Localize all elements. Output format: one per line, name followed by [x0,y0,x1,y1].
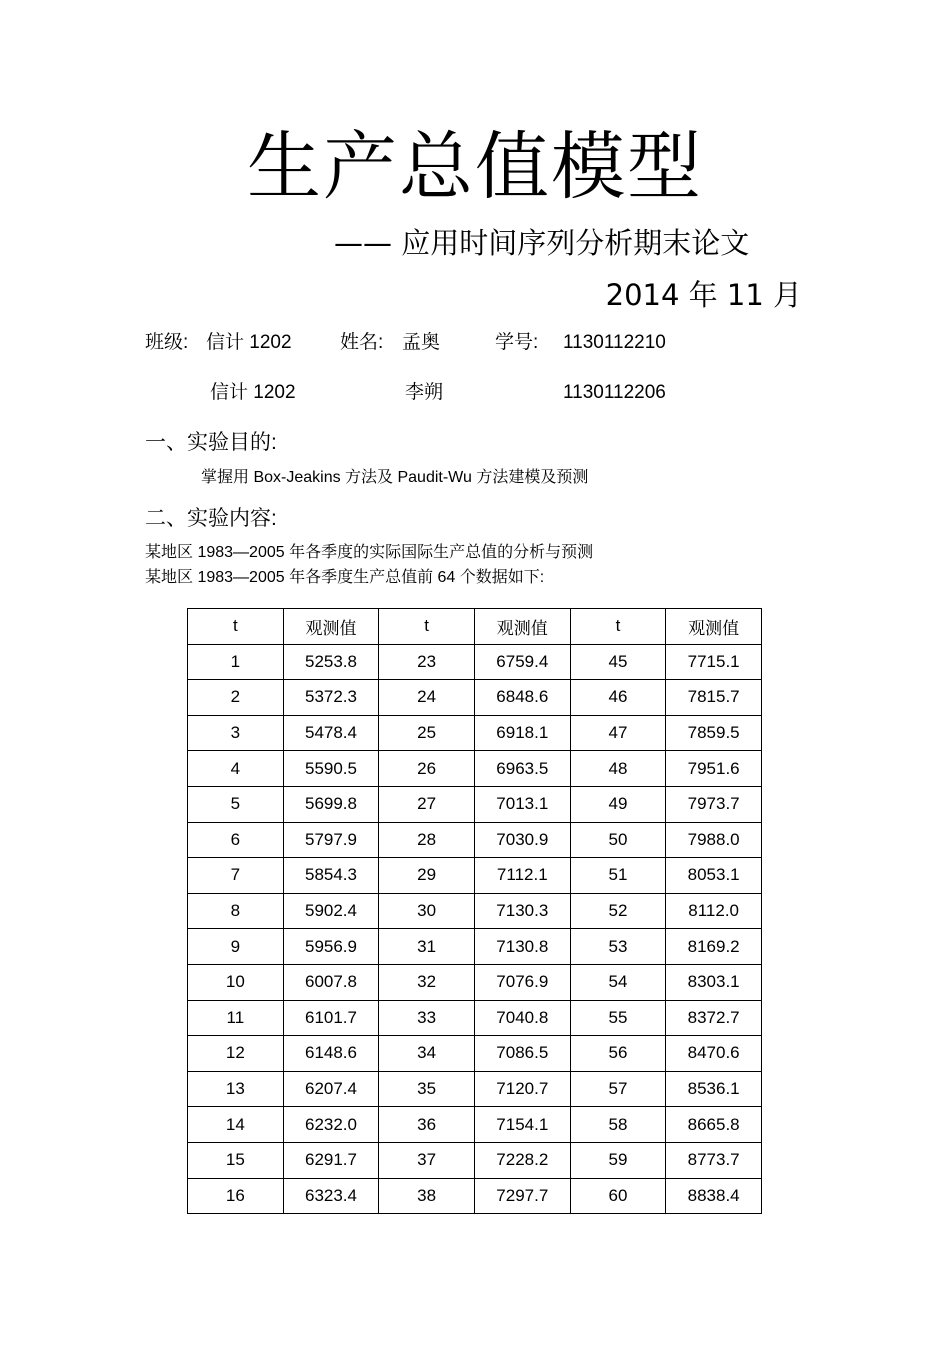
table-header-cell: t [570,609,666,645]
table-cell: 6101.7 [283,1000,379,1036]
table-cell: 7030.9 [474,822,570,858]
table-cell: 7815.7 [666,680,762,716]
table-cell: 5253.8 [283,644,379,680]
table-cell: 5590.5 [283,751,379,787]
table-cell: 15 [188,1142,284,1178]
table-header-row [188,609,762,645]
table-cell: 33 [379,1000,475,1036]
table-cell: 10 [188,964,284,1000]
table-row [188,786,762,822]
table-header-cell: 观测值 [666,609,762,645]
table-cell: 6 [188,822,284,858]
table-cell: 48 [570,751,666,787]
table-cell: 14 [188,1107,284,1143]
table-cell: 5902.4 [283,893,379,929]
table-cell: 7951.6 [666,751,762,787]
table-cell: 58 [570,1107,666,1143]
table-cell: 50 [570,822,666,858]
name-label: 姓名: [340,332,384,353]
section-text-content-1: 某地区 1983—2005 年各季度的实际国际生产总值的分析与预测 [145,544,594,561]
document-date: 2014 年 11 月 [605,278,802,312]
data-table [187,608,762,1214]
table-cell: 8470.6 [666,1036,762,1072]
section-text-content-2: 某地区 1983—2005 年各季度生产总值前 64 个数据如下: [145,569,545,586]
table-cell: 7154.1 [474,1107,570,1143]
table-cell: 57 [570,1071,666,1107]
table-cell: 6232.0 [283,1107,379,1143]
table-cell: 3 [188,715,284,751]
table-cell: 1 [188,644,284,680]
table-row [188,1071,762,1107]
table-cell: 6759.4 [474,644,570,680]
table-cell: 53 [570,929,666,965]
table-row [188,1142,762,1178]
student-id-value-2: 1130112206 [563,382,666,403]
table-cell: 35 [379,1071,475,1107]
table-row [188,893,762,929]
table-cell: 9 [188,929,284,965]
table-row [188,1000,762,1036]
table-cell: 6848.6 [474,680,570,716]
document-title: 生产总值模型 [247,124,703,210]
table-cell: 56 [570,1036,666,1072]
table-cell: 7297.7 [474,1178,570,1214]
table-row [188,964,762,1000]
table-cell: 7076.9 [474,964,570,1000]
table-cell: 7130.3 [474,893,570,929]
table-cell: 5956.9 [283,929,379,965]
table-cell: 12 [188,1036,284,1072]
table-row [188,644,762,680]
table-cell: 49 [570,786,666,822]
table-cell: 8112.0 [666,893,762,929]
table-cell: 8303.1 [666,964,762,1000]
table-cell: 51 [570,858,666,894]
table-cell: 7859.5 [666,715,762,751]
table-cell: 13 [188,1071,284,1107]
table-cell: 6323.4 [283,1178,379,1214]
table-cell: 24 [379,680,475,716]
document-subtitle: —— 应用时间序列分析期末论文 [334,226,750,260]
table-cell: 7130.8 [474,929,570,965]
table-cell: 7228.2 [474,1142,570,1178]
table-cell: 46 [570,680,666,716]
table-cell: 5854.3 [283,858,379,894]
table-cell: 38 [379,1178,475,1214]
table-header-cell: 观测值 [283,609,379,645]
table-cell: 29 [379,858,475,894]
name-value-2: 李朔 [405,382,444,403]
section-heading-purpose: 一、实验目的: [145,431,277,454]
table-cell: 6007.8 [283,964,379,1000]
table-cell: 32 [379,964,475,1000]
name-value: 孟奥 [402,332,441,353]
table-cell: 59 [570,1142,666,1178]
table-header-cell: 观测值 [474,609,570,645]
table-cell: 7120.7 [474,1071,570,1107]
table-cell: 52 [570,893,666,929]
table-cell: 7715.1 [666,644,762,680]
table-cell: 34 [379,1036,475,1072]
table-cell: 6148.6 [283,1036,379,1072]
table-cell: 55 [570,1000,666,1036]
table-cell: 31 [379,929,475,965]
student-id-value: 1130112210 [563,332,666,353]
table-body [188,609,762,1214]
table-row [188,1178,762,1214]
table-cell: 7112.1 [474,858,570,894]
table-cell: 54 [570,964,666,1000]
table-cell: 5797.9 [283,822,379,858]
table-cell: 7973.7 [666,786,762,822]
table-cell: 16 [188,1178,284,1214]
table-cell: 5699.8 [283,786,379,822]
table-cell: 8665.8 [666,1107,762,1143]
student-id-label: 学号: [495,332,539,353]
table-cell: 25 [379,715,475,751]
table-cell: 8 [188,893,284,929]
table-cell: 60 [570,1178,666,1214]
table-row [188,929,762,965]
table-cell: 7988.0 [666,822,762,858]
table-cell: 6918.1 [474,715,570,751]
table-cell: 6291.7 [283,1142,379,1178]
table-cell: 11 [188,1000,284,1036]
table-cell: 7 [188,858,284,894]
table-row [188,751,762,787]
table-row [188,715,762,751]
table-cell: 6207.4 [283,1071,379,1107]
table-header-cell: t [188,609,284,645]
table-cell: 4 [188,751,284,787]
table-cell: 37 [379,1142,475,1178]
table-cell: 2 [188,680,284,716]
table-row [188,1036,762,1072]
section-heading-content: 二、实验内容: [145,507,277,530]
table-cell: 47 [570,715,666,751]
section-text-purpose: 掌握用 Box-Jeakins 方法及 Paudit-Wu 方法建模及预测 [201,469,589,486]
table-cell: 26 [379,751,475,787]
table-cell: 5478.4 [283,715,379,751]
class-label: 班级: [145,332,189,353]
table-cell: 8536.1 [666,1071,762,1107]
table-cell: 8372.7 [666,1000,762,1036]
table-cell: 45 [570,644,666,680]
class-value: 信计 1202 [206,332,292,353]
table-cell: 8169.2 [666,929,762,965]
table-cell: 7086.5 [474,1036,570,1072]
class-value-2: 信计 1202 [210,382,296,403]
table-row [188,858,762,894]
table-cell: 5 [188,786,284,822]
table-row [188,680,762,716]
table-row [188,1107,762,1143]
table-cell: 8053.1 [666,858,762,894]
table-cell: 8773.7 [666,1142,762,1178]
table-cell: 36 [379,1107,475,1143]
table-cell: 28 [379,822,475,858]
table-cell: 27 [379,786,475,822]
table-cell: 5372.3 [283,680,379,716]
table-cell: 30 [379,893,475,929]
table-cell: 6963.5 [474,751,570,787]
table-cell: 8838.4 [666,1178,762,1214]
table-row [188,822,762,858]
table-cell: 7040.8 [474,1000,570,1036]
table-cell: 7013.1 [474,786,570,822]
table-header-cell: t [379,609,475,645]
table-cell: 23 [379,644,475,680]
